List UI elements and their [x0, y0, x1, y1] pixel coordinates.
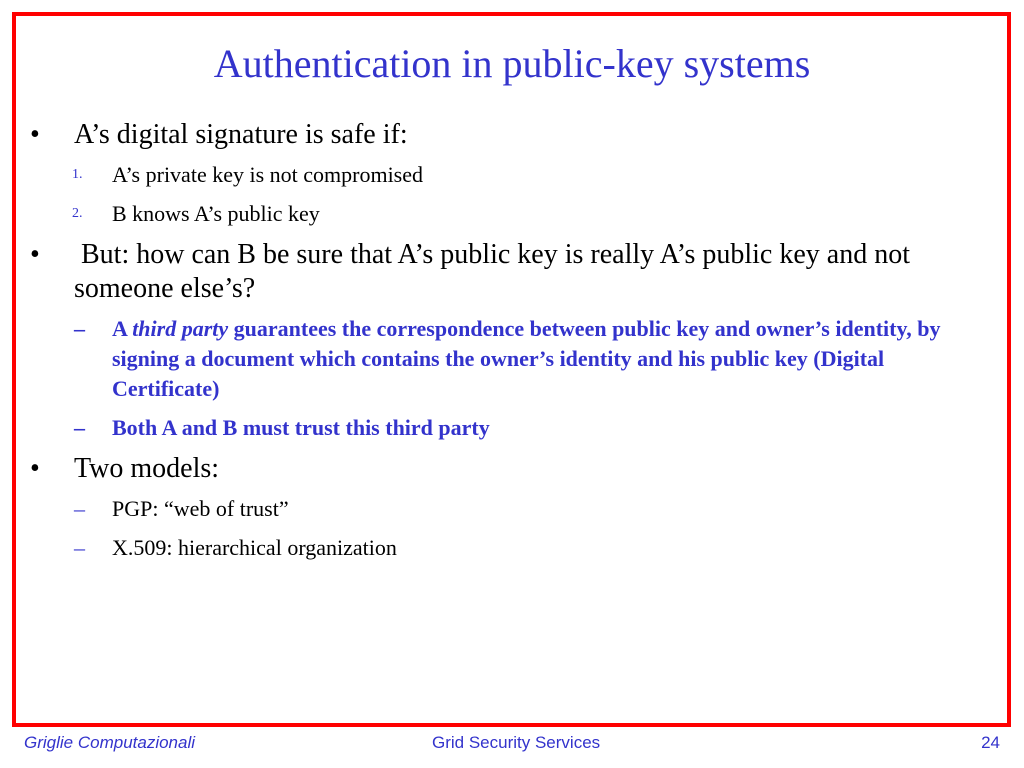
bullet-marker: • [30, 239, 40, 270]
subitem-text: PGP: “web of trust” [112, 496, 289, 521]
subitem-third-party [30, 314, 990, 404]
subitem-emphasis: third party [132, 316, 229, 341]
bullet-marker: • [30, 453, 40, 484]
slide-content [30, 118, 990, 572]
numbered-item-private-key [30, 160, 990, 190]
bullet-signature-safe [30, 118, 990, 152]
slide-footer [0, 733, 1024, 753]
footer-page-number: 24 [981, 733, 1000, 752]
footer-section-name: Grid Security Services [432, 733, 601, 752]
subitem-suffix: guarantees the correspondence between public key and owner’s identity, by signing a document which contains the owner’s identity and his public key (Digital Certificate) [112, 316, 946, 401]
subitem-x509 [30, 533, 990, 563]
footer-course-name: Griglie Computazionali [24, 733, 196, 752]
bullet-marker: • [30, 119, 40, 150]
item-number: 2. [72, 206, 83, 221]
bullet-text: Two models: [74, 453, 220, 484]
item-text: B knows A’s public key [112, 201, 320, 226]
slide-title: Authentication in public-key systems [213, 41, 811, 86]
bullet-text: But: how can B be sure that A’s public key is really A’s public key and not someone else’s? [74, 239, 917, 304]
dash-marker: – [74, 496, 85, 521]
item-text: A’s private key is not compromised [112, 162, 424, 187]
bullet-text: A’s digital signature is safe if: [74, 119, 408, 150]
subitem-text: Both A and B must trust this third party [112, 415, 490, 440]
subitem-prefix: A [112, 316, 133, 341]
dash-marker: – [74, 535, 85, 560]
bullet-how-can-b-be-sure [30, 238, 990, 306]
dash-marker: – [74, 316, 85, 341]
numbered-item-public-key [30, 199, 990, 229]
bullet-two-models [30, 452, 990, 486]
subitem-pgp [30, 494, 990, 524]
item-number: 1. [72, 167, 83, 182]
subitem-text: X.509: hierarchical organization [112, 535, 397, 560]
subitem-trust-third-party [30, 413, 990, 443]
dash-marker: – [74, 415, 85, 440]
